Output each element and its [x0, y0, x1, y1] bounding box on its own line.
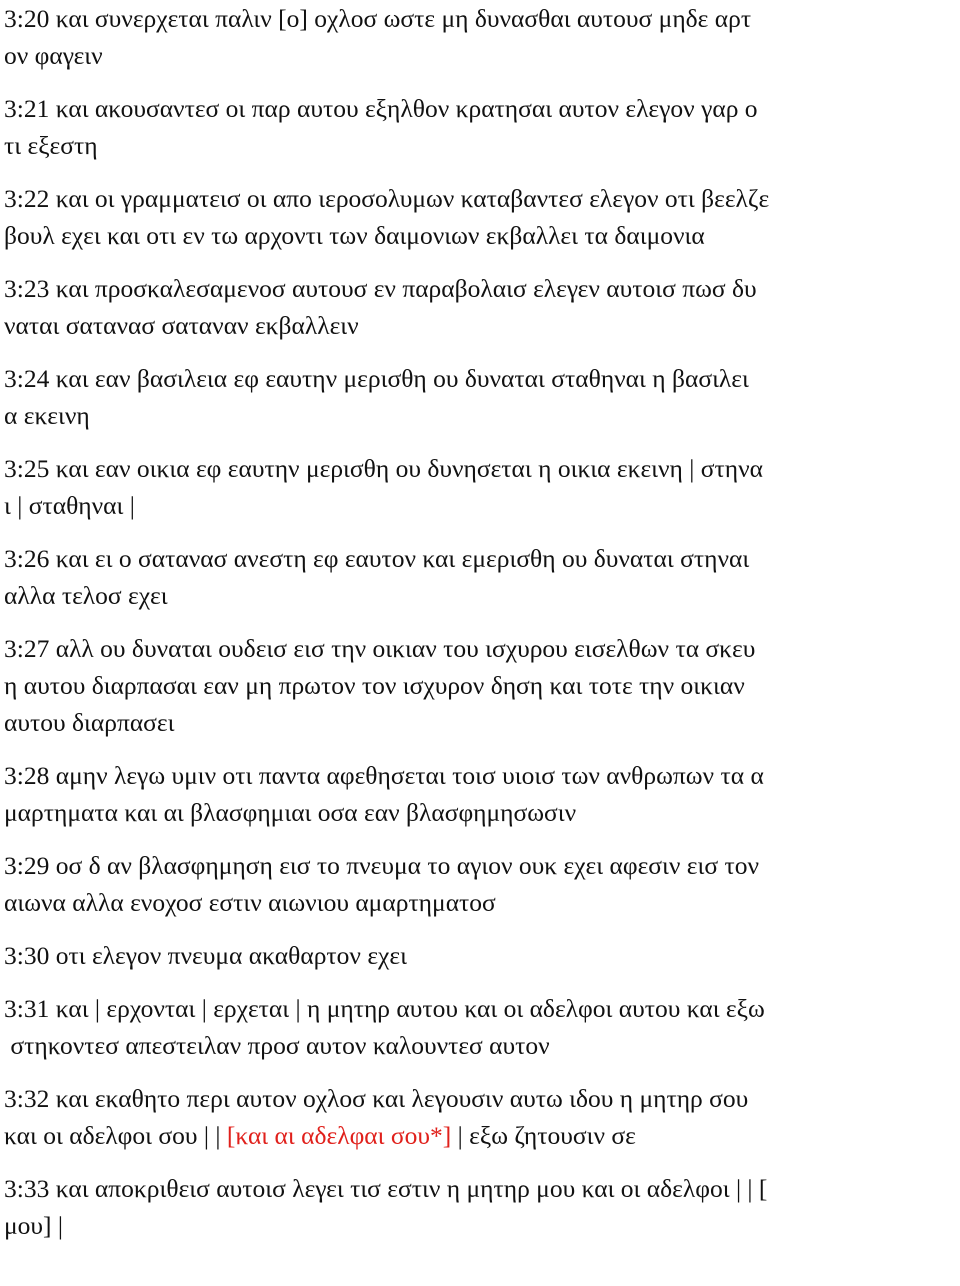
verse-line: τι εξεστη: [4, 131, 98, 160]
verse-line: 3:27 αλλ ου δυναται ουδεισ εισ την οικιαν του ισχυρου εισελθων τα σκευ: [4, 634, 756, 663]
verse-line: βουλ εχει και οτι εν τω αρχοντι των δαιμονιων εκβαλλει τα δαιμονια: [4, 221, 705, 250]
verse-3-33: [4, 1170, 958, 1244]
verse-3-29: [4, 847, 958, 921]
verse-line: [4, 1117, 958, 1154]
variant-reading-highlight: [και αι αδελφαι σου*]: [226, 1121, 452, 1150]
verse-line: αιωνα αλλα ενοχοσ εστιν αιωνιου αμαρτηματοσ: [4, 888, 496, 917]
verse-line: 3:28 αμην λεγω υμιν οτι παντα αφεθησεται τοισ υιοισ των ανθρωπων τα α: [4, 761, 764, 790]
verse-3-24: [4, 360, 958, 434]
verse-line: 3:25 και εαν οικια εφ εαυτην μερισθη ου δυνησεται η οικια εκεινη | στηνα: [4, 454, 763, 483]
verse-line: ναται σατανασ σαταναν εκβαλλειν: [4, 311, 359, 340]
scripture-page: [4, 0, 958, 1260]
verse-3-23: [4, 270, 958, 344]
verse-line: η αυτου διαρπασαι εαν μη πρωτον τον ισχυρον δηση και τοτε την οικιαν: [4, 671, 745, 700]
verse-line: ι | σταθηναι |: [4, 491, 135, 520]
verse-3-28: [4, 757, 958, 831]
verse-line: αλλα τελοσ εχει: [4, 581, 168, 610]
verse-line: 3:26 και ει ο σατανασ ανεστη εφ εαυτον και εμερισθη ου δυναται στηναι: [4, 544, 750, 573]
verse-line: 3:32 και εκαθητο περι αυτον οχλοσ και λεγουσιν αυτω ιδου η μητηρ σου: [4, 1084, 749, 1113]
verse-3-30: [4, 937, 958, 974]
verse-3-27: [4, 630, 958, 741]
verse-3-32: [4, 1080, 958, 1154]
verse-3-22: [4, 180, 958, 254]
verse-text: | εξω ζητουσιν σε: [451, 1121, 636, 1150]
verse-text: και οι αδελφοι σου | |: [4, 1121, 227, 1150]
verse-3-31: [4, 990, 958, 1064]
verse-3-21: [4, 90, 958, 164]
verse-line: μου] |: [4, 1211, 64, 1240]
verse-line: 3:30 οτι ελεγον πνευμα ακαθαρτον εχει: [4, 941, 407, 970]
verse-line: αυτου διαρπασει: [4, 708, 175, 737]
verse-line: 3:29 οσ δ αν βλασφημηση εισ το πνευμα το αγιον ουκ εχει αφεσιν εισ τον: [4, 851, 760, 880]
verse-line: ον φαγειν: [4, 41, 103, 70]
verse-line: 3:22 και οι γραμματεισ οι απο ιεροσολυμων καταβαντεσ ελεγον οτι βεελζε: [4, 184, 770, 213]
verse-line: μαρτηματα και αι βλασφημιαι οσα εαν βλασφημησωσιν: [4, 798, 577, 827]
verse-line: 3:31 και | ερχονται | ερχεται | η μητηρ αυτου και οι αδελφοι αυτου και εξω: [4, 994, 765, 1023]
verse-line: 3:24 και εαν βασιλεια εφ εαυτην μερισθη ου δυναται σταθηναι η βασιλει: [4, 364, 749, 393]
verse-line: 3:20 και συνερχεται παλιν [ο] οχλοσ ωστε μη δυνασθαι αυτουσ μηδε αρτ: [4, 4, 752, 33]
verse-3-20: [4, 0, 958, 74]
verse-3-25: [4, 450, 958, 524]
verse-line: α εκεινη: [4, 401, 90, 430]
verse-line: 3:33 και αποκριθεισ αυτοισ λεγει τισ εστιν η μητηρ μου και οι αδελφοι | | [: [4, 1174, 768, 1203]
verse-3-26: [4, 540, 958, 614]
verse-line: 3:21 και ακουσαντεσ οι παρ αυτου εξηλθον κρατησαι αυτον ελεγον γαρ ο: [4, 94, 758, 123]
verse-line: στηκοντεσ απεστειλαν προσ αυτον καλουντεσ αυτον: [4, 1031, 550, 1060]
verse-line: 3:23 και προσκαλεσαμενοσ αυτουσ εν παραβολαισ ελεγεν αυτοισ πωσ δυ: [4, 274, 757, 303]
